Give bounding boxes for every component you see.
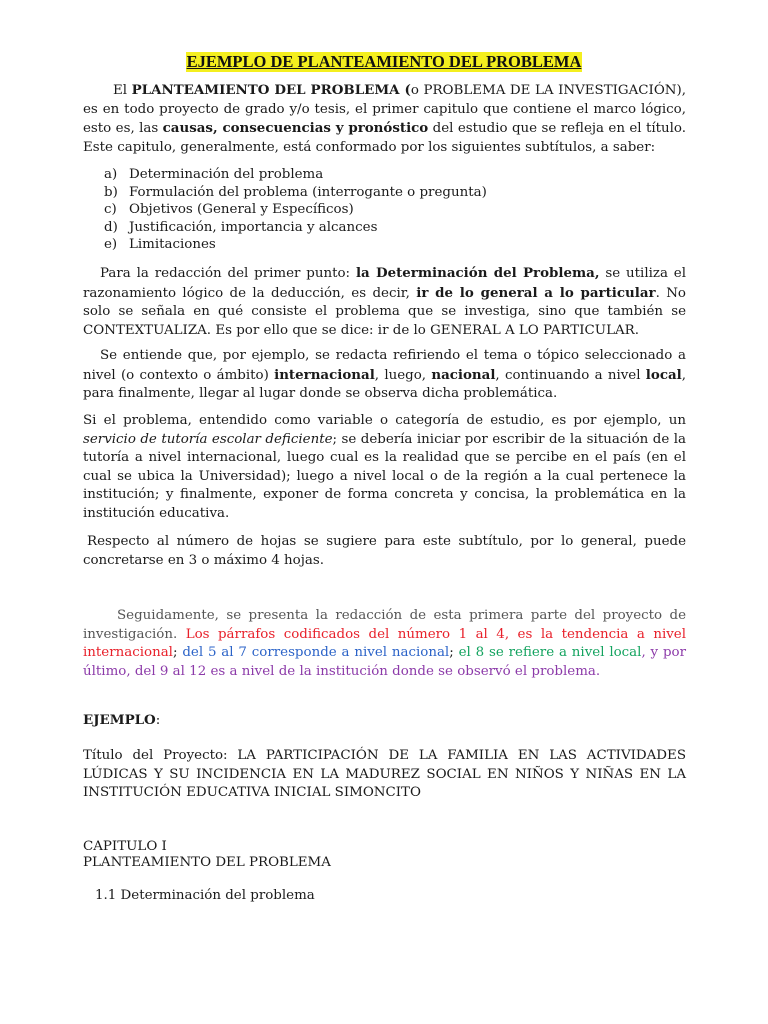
p6-g: , y por último, del 9 al 12 es a nivel de la institución donde se observó el problema. <box>83 645 686 679</box>
chapter-number: CAPITULO I <box>83 839 167 854</box>
p1-e: del estudio que se refleja en el título. Este capitulo, generalmente, está conformado por los siguientes subtítulos, a saber: <box>83 121 687 155</box>
list-marker: b) <box>104 184 118 200</box>
p4-b: servicio de tutoría escolar deficiente <box>83 431 333 447</box>
chapter-title: PLANTEAMIENTO DEL PROBLEMA <box>83 855 331 870</box>
p4-a: Si el problema, entendido como variable o categoría de estudio, es por ejemplo, un <box>83 413 686 428</box>
p1-a: El <box>113 83 132 98</box>
p5: Respecto al número de hojas se sugiere para este subtítulo, por lo general, puede concretarse en 3 o máximo 4 hojas. <box>83 534 686 568</box>
list-marker: d) <box>104 219 118 235</box>
list-item <box>104 236 487 254</box>
list-marker: c) <box>104 202 117 218</box>
p6-d: del 5 al 7 corresponde a nivel nacional <box>182 645 450 661</box>
p1-c: o PROBLEMA DE LA INVESTIGACIÓN), es en todo proyecto de grado y/o tesis, el primer capitulo que contiene el marco lógico, esto es, las <box>83 83 686 137</box>
project-title-text: Título del Proyecto: LA PARTICIPACIÓN DE LA FAMILIA EN LAS ACTIVIDADES LÚDICAS Y SU INCIDENCIA EN LA MADUREZ SOCIAL EN NIÑOS Y NIÑAS EN LA INSTITUCIÓN EDUCATIVA INICIAL SIMONCITO <box>83 748 686 801</box>
determination-paragraph <box>83 264 686 340</box>
p2-b: la Determinación del Problema, <box>355 265 600 281</box>
p6-f: el 8 se refiere a nivel local <box>458 645 642 661</box>
pages-paragraph <box>83 533 686 570</box>
p1-d: causas, consecuencias y pronóstico <box>162 120 429 137</box>
p3-d: nacional <box>431 366 496 383</box>
intro-paragraph <box>83 81 686 157</box>
list-text: Justificación, importancia y alcances <box>129 219 378 235</box>
list-item <box>104 166 487 184</box>
levels-paragraph <box>83 347 686 404</box>
p3-e: , continuando a nivel <box>495 367 646 383</box>
list-item <box>104 184 487 202</box>
ejemplo-colon: : <box>155 713 161 728</box>
p2-a: Para la redacción del primer punto: <box>100 266 356 281</box>
title-wrap <box>0 52 768 74</box>
list-marker: a) <box>104 167 118 182</box>
p3-g: , para finalmente, llegar al lugar donde se observa dicha problemática. <box>83 367 686 402</box>
subtitle-list <box>104 166 487 254</box>
p3-b: internacional <box>274 366 375 383</box>
ejemplo-label: EJEMPLO <box>83 712 156 728</box>
p6-a: Seguidamente, se presenta la redacción de esta primera parte del proyecto de investigación. <box>83 608 686 642</box>
p3-c: , luego, <box>374 367 432 383</box>
list-text: Formulación del problema (interrogante o pregunta) <box>129 184 487 200</box>
list-text: Objetivos (General y Específicos) <box>129 202 354 218</box>
project-title <box>83 747 686 803</box>
list-text: Limitaciones <box>129 237 216 253</box>
list-marker: e) <box>104 237 118 253</box>
ejemplo-heading <box>83 711 160 731</box>
p6-b: Los párrafos codificados del número 1 al 4, es la tendencia a nivel internacional <box>83 626 686 661</box>
color-legend-paragraph <box>83 607 686 681</box>
list-item <box>104 219 487 237</box>
p6-e: ; <box>449 645 459 661</box>
page-title: EJEMPLO DE PLANTEAMIENTO DEL PROBLEMA <box>186 52 582 71</box>
p4-c: ; se debería iniciar por escribir de la situación de la tutoría a nivel internacional, luego cual es la realidad que se percibe en el país (en el cual se ubica la Universidad); luego a nivel local o de la región a la cual pertenece la institución; y finalmente, exponer de forma concreta y concisa, la problemática en la institución educativa. <box>83 431 686 521</box>
p6-c: ; <box>172 645 183 661</box>
p3-f: local <box>645 366 682 383</box>
example-variable-paragraph <box>83 412 686 524</box>
p2-d: ir de lo general a lo particular <box>416 284 656 301</box>
section-heading: 1.1 Determinación del problema <box>95 888 315 903</box>
p2-e: . No solo se señala en qué consiste el problema que se investiga, sino que también se CONTEXTUALIZA. Es por ello que se dice: ir de lo GENERAL A LO PARTICULAR. <box>83 285 686 338</box>
p3-a: Se entiende que, por ejemplo, se redacta refiriendo el tema o tópico seleccionado a nivel (o contexto o ámbito) <box>83 348 686 383</box>
list-text: Determinación del problema <box>129 167 324 182</box>
list-item <box>104 201 487 219</box>
p2-c: se utiliza el razonamiento lógico de la deducción, es decir, <box>83 266 687 301</box>
p1-b: PLANTEAMIENTO DEL PROBLEMA ( <box>131 82 411 98</box>
